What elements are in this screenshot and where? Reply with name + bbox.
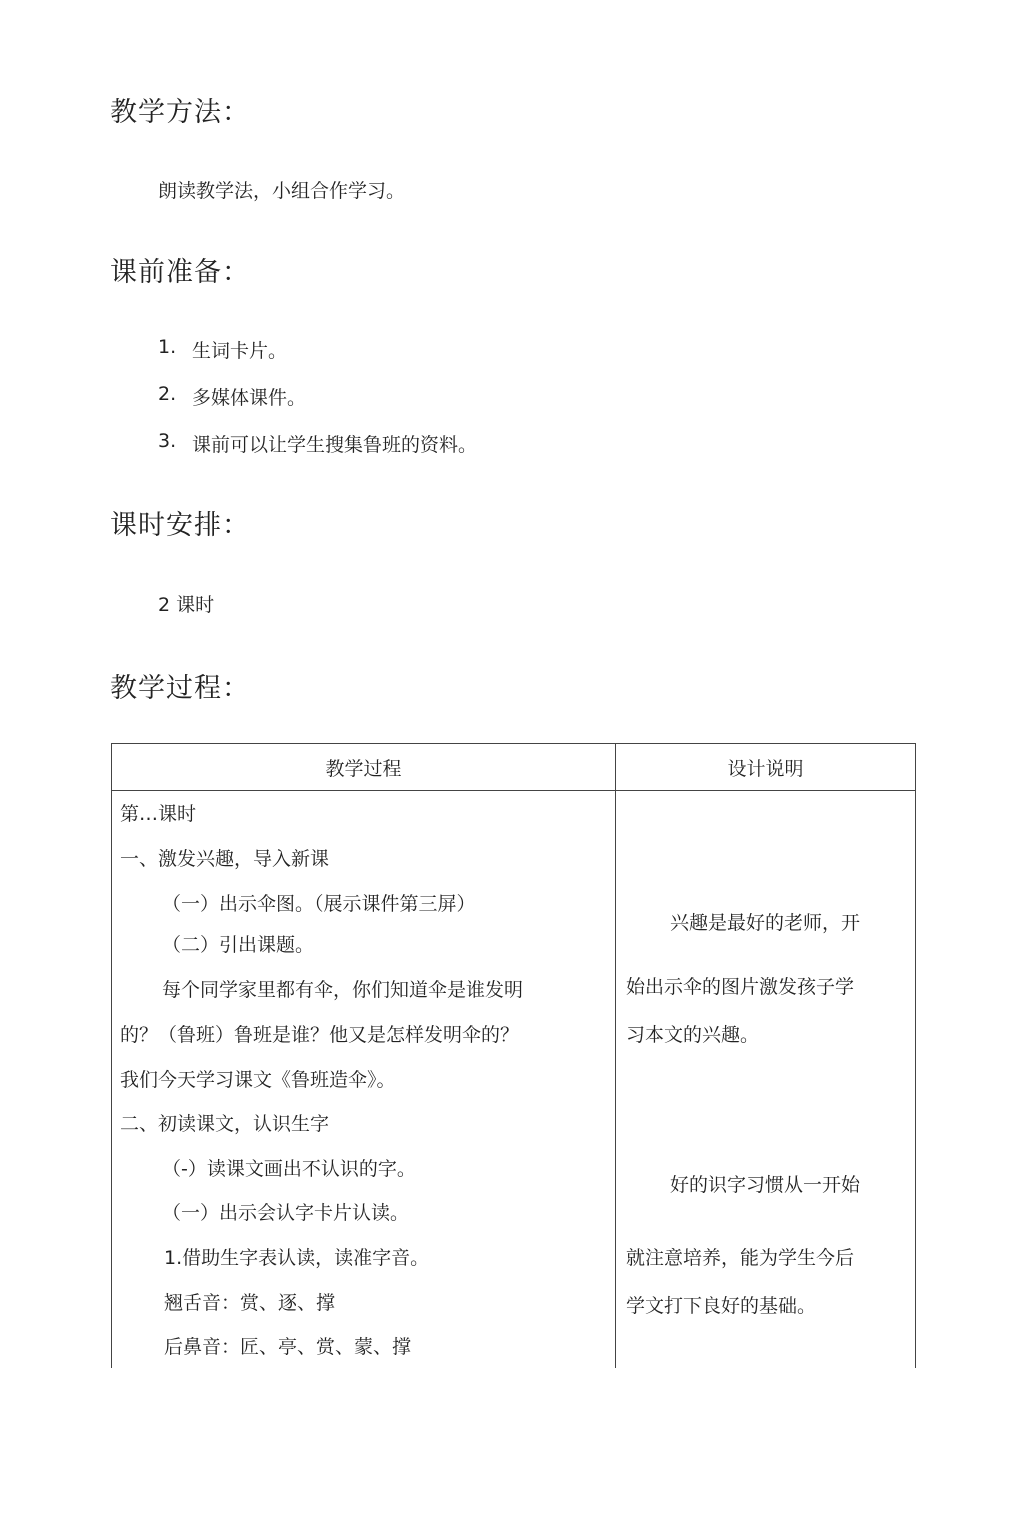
list-item: 2. 多媒体课件。 [158,383,307,409]
process-table [111,743,916,1368]
method-text: 朗读教学法，小组合作学习。 [158,180,406,202]
list-item: 3. 课前可以让学生搜集鲁班的资料。 [158,430,478,456]
process-line: 翘舌音：赏、逐、撑 [164,1292,336,1314]
table-header-notes: 设计说明 [616,744,916,791]
section-title-schedule: 课时安排： [110,510,250,541]
process-line: 一、激发兴趣，导入新课 [120,848,330,870]
notes-line: 兴趣是最好的老师，开 [670,912,861,934]
notes-cell [616,791,916,1369]
section-title-method: 教学方法： [110,97,250,128]
process-line: 第…课时 [120,803,197,825]
process-cell [112,791,616,1369]
process-line: 二、初读课文，认识生字 [120,1113,330,1135]
process-line: （一）出示伞图。（展示课件第三屏） [162,893,476,915]
section-title-prep: 课前准备： [110,257,250,288]
notes-line: 就注意培养，能为学生今后 [626,1247,855,1269]
process-line: （一）出示会认字卡片认读。 [162,1202,410,1224]
table-header-process: 教学过程 [112,744,616,791]
schedule-text: 2 课时 [158,594,215,616]
process-line: （二）引出课题。 [162,934,315,956]
process-line: （-）读课文画出不认识的字。 [162,1158,416,1180]
notes-line: 学文打下良好的基础。 [626,1295,817,1317]
notes-line: 好的识字习惯从一开始 [670,1174,861,1196]
process-line: 我们今天学习课文《鲁班造伞》。 [120,1069,396,1091]
notes-line: 始出示伞的图片激发孩子学 [626,976,855,998]
notes-line: 习本文的兴趣。 [626,1024,760,1046]
section-title-process: 教学过程： [110,673,250,704]
process-line: 1.借助生字表认读，读准字音。 [164,1247,430,1269]
process-line: 的？（鲁班）鲁班是谁？他又是怎样发明伞的？ [120,1024,520,1046]
list-item: 1. 生词卡片。 [158,336,288,362]
process-line: 每个同学家里都有伞，你们知道伞是谁发明 [162,979,524,1001]
process-line: 后鼻音：匠、亭、赏、蒙、撑 [164,1336,412,1358]
